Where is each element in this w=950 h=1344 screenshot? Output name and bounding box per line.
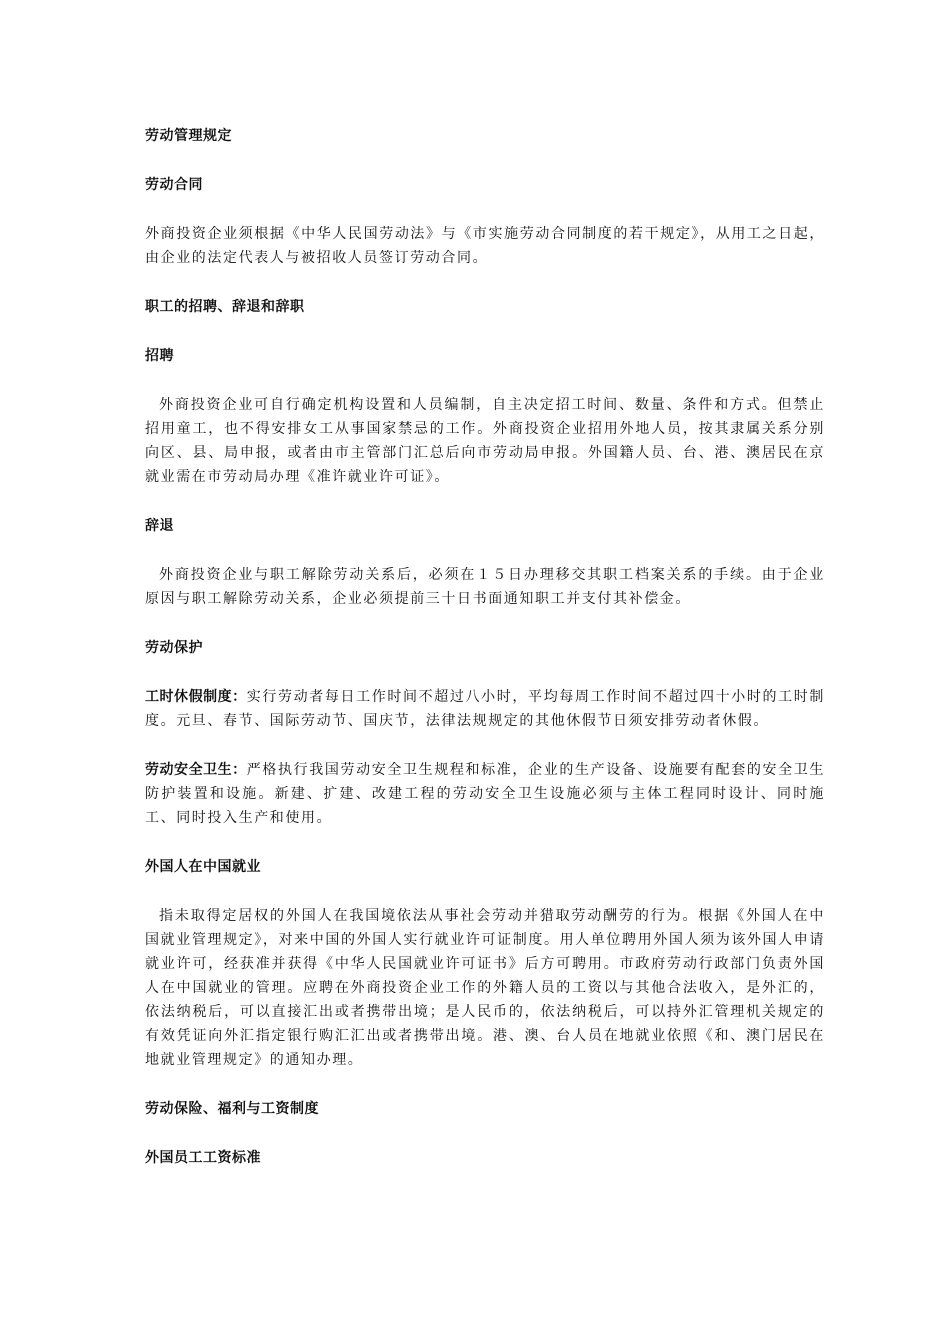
- section-heading-labor-contract: 劳动合同: [145, 177, 203, 193]
- subheading-recruitment: 招聘: [145, 348, 174, 364]
- paragraph-foreign-employment: 指未取得定居权的外国人在我国境依法从事社会劳动并猎取劳动酬劳的行为。根据《外国人在中国就业管理规定》，对来中国的外国人实行就业许可证制度。用人单位聘用外国人须为该外国人申请就业许可，经获准并获得《中华人民国就业许可证书》后方可聘用。市政府劳动行政部门负责外国人在中国就业的管理。应聘在外商投资企业工作的外籍人员的工资以与其他合法收入，是外汇的，依法纳税后，可以直接汇出或者携带出境；是人民币的，依法纳税后，可以持外汇管理机关规定的有效凭证向外汇指定银行购汇汇出或者携带出境。港、澳、台人员在地就业依照《和、澳门居民在地就业管理规定》的通知办理。: [145, 908, 825, 1068]
- section-heading-foreign-employment: 外国人在中国就业: [145, 859, 261, 875]
- paragraph-labor-contract: 外商投资企业须根据《中华人民国劳动法》与《市实施劳动合同制度的若干规定》，从用工之日起，由企业的法定代表人与被招收人员签订劳动合同。: [145, 226, 825, 266]
- document-page: [145, 124, 825, 1195]
- subheading-dismissal: 辞退: [145, 518, 174, 534]
- section-heading-hiring: 职工的招聘、辞退和辞职: [145, 299, 305, 315]
- working-hours-label: 工时休假制度：: [145, 689, 247, 705]
- section-heading-insurance-welfare: 劳动保险、福利与工资制度: [145, 1101, 319, 1117]
- paragraph-safety-hygiene: [145, 758, 825, 830]
- paragraph-working-hours: [145, 685, 825, 733]
- subheading-foreign-wage-standard: 外国员工工资标准: [145, 1150, 261, 1166]
- section-heading-labor-protection: 劳动保护: [145, 640, 203, 656]
- paragraph-recruitment: 外商投资企业可自行确定机构设置和人员编制，自主决定招工时间、数量、条件和方式。但禁止招用童工，也不得安排女工从事国家禁忌的工作。外商投资企业招用外地人员，按其隶属关系分别向区、县、局申报，或者由市主管部门汇总后向市劳动局申报。外国籍人员、台、港、澳居民在京就业需在市劳动局办理《准许就业许可证》。: [145, 397, 825, 485]
- safety-hygiene-label: 劳动安全卫生：: [145, 762, 247, 778]
- safety-hygiene-text: 严格执行我国劳动安全卫生规程和标准，企业的生产设备、设施要有配套的安全卫生防护装置和设施。新建、扩建、改建工程的劳动安全卫生设施必须与主体工程同时设计、同时施工、同时投入生产和使用。: [145, 762, 826, 826]
- paragraph-dismissal: 外商投资企业与职工解除劳动关系后，必须在１５日办理移交其职工档案关系的手续。由于企业原因与职工解除劳动关系，企业必须提前三十日书面通知职工并支付其补偿金。: [145, 567, 825, 607]
- working-hours-text: 实行劳动者每日工作时间不超过八小时，平均每周工作时间不超过四十小时的工时制度。元旦、春节、国际劳动节、国庆节，法律法规规定的其他休假节日须安排劳动者休假。: [145, 689, 826, 729]
- document-title: 劳动管理规定: [145, 128, 232, 144]
